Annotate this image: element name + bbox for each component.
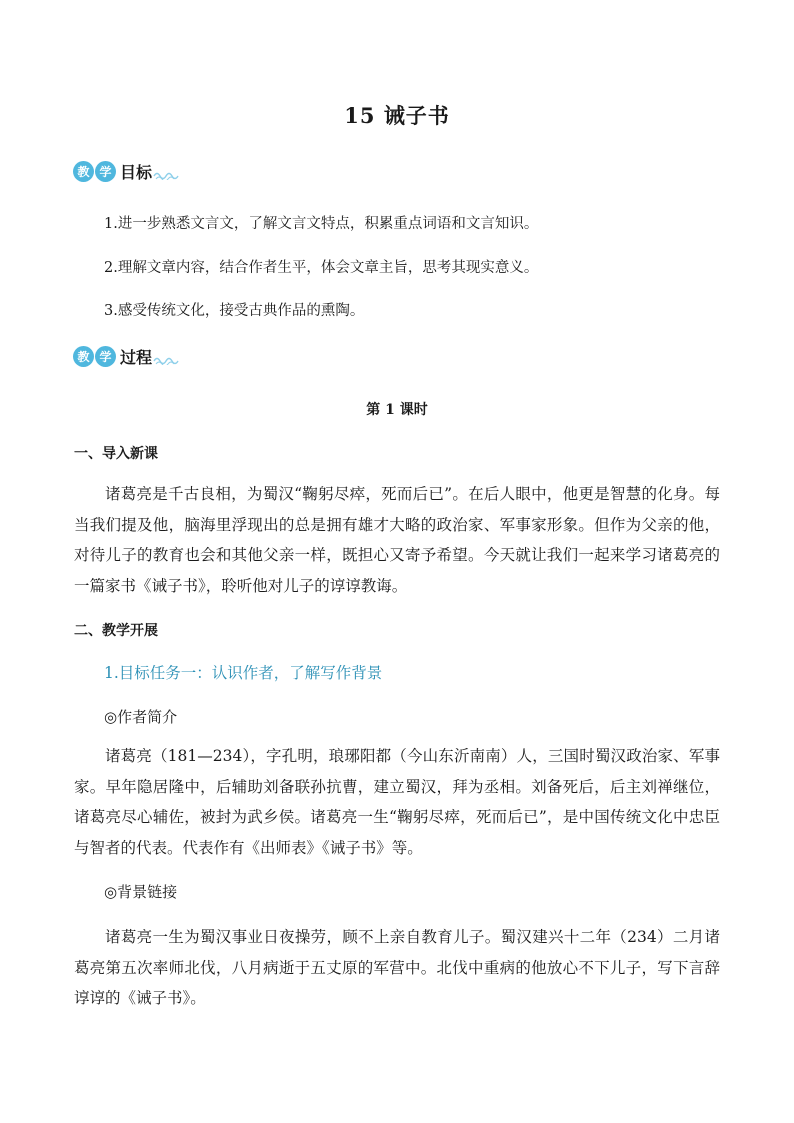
author-subheading: ◎作者简介 xyxy=(104,708,178,726)
wave-decoration-icon xyxy=(153,355,179,365)
objective-item: 2.理解文章内容，结合作者生平，体会文章主旨，思考其现实意义。 xyxy=(104,260,539,276)
objective-item: 1.进一步熟悉文言文，了解文言文特点，积累重点词语和文言知识。 xyxy=(104,216,539,232)
heading-teaching: 二、教学开展 xyxy=(74,623,158,639)
section-label: 过程 xyxy=(120,347,153,367)
badge-char-1: 教 xyxy=(73,161,94,182)
task-heading: 1.目标任务一：认识作者，了解写作背景 xyxy=(104,664,383,682)
section-objectives-badge xyxy=(73,158,179,184)
background-paragraph: 诸葛亮一生为蜀汉事业日夜操劳，顾不上亲自教育儿子。蜀汉建兴十二年（234）二月诸葛亮第五次率师北伐，八月病逝于五丈原的军营中。北伐中重病的他放心不下儿子，写下言辞谆谆的《诫子书》。 xyxy=(74,928,720,1007)
badge-char-1: 教 xyxy=(73,346,94,367)
background-subheading: ◎背景链接 xyxy=(104,883,178,901)
section-process-badge xyxy=(73,343,179,369)
lesson-title: 第 1 课时 xyxy=(366,402,428,418)
wave-decoration-icon xyxy=(153,170,179,180)
page-title: 15 诫子书 xyxy=(344,103,450,128)
intro-paragraph: 诸葛亮是千古良相，为蜀汉“鞠躬尽瘁，死而后已”。在后人眼中，他更是智慧的化身。每当我们提及他，脑海里浮现出的总是拥有雄才大略的政治家、军事家形象。但作为父亲的他，对待儿子的教育也会和其他父亲一样，既担心又寄予希望。今天就让我们一起来学习诸葛亮的一篇家书《诫子书》，聆听他对儿子的谆谆教诲。 xyxy=(74,485,720,595)
badge-char-2: 学 xyxy=(95,346,116,367)
objective-item: 3.感受传统文化，接受古典作品的熏陶。 xyxy=(104,303,365,319)
author-paragraph: 诸葛亮（181—234），字孔明，琅琊阳都（今山东沂南南）人，三国时蜀汉政治家、军事家。早年隐居隆中，后辅助刘备联孙抗曹，建立蜀汉，拜为丞相。刘备死后，后主刘禅继位，诸葛亮尽心辅佐，被封为武乡侯。诸葛亮一生“鞠躬尽瘁，死而后已”，是中国传统文化中忠臣与智者的代表。代表作有《出师表》《诫子书》等。 xyxy=(74,747,720,857)
heading-intro: 一、导入新课 xyxy=(74,446,158,462)
badge-char-2: 学 xyxy=(95,161,116,182)
section-label: 目标 xyxy=(120,162,153,182)
